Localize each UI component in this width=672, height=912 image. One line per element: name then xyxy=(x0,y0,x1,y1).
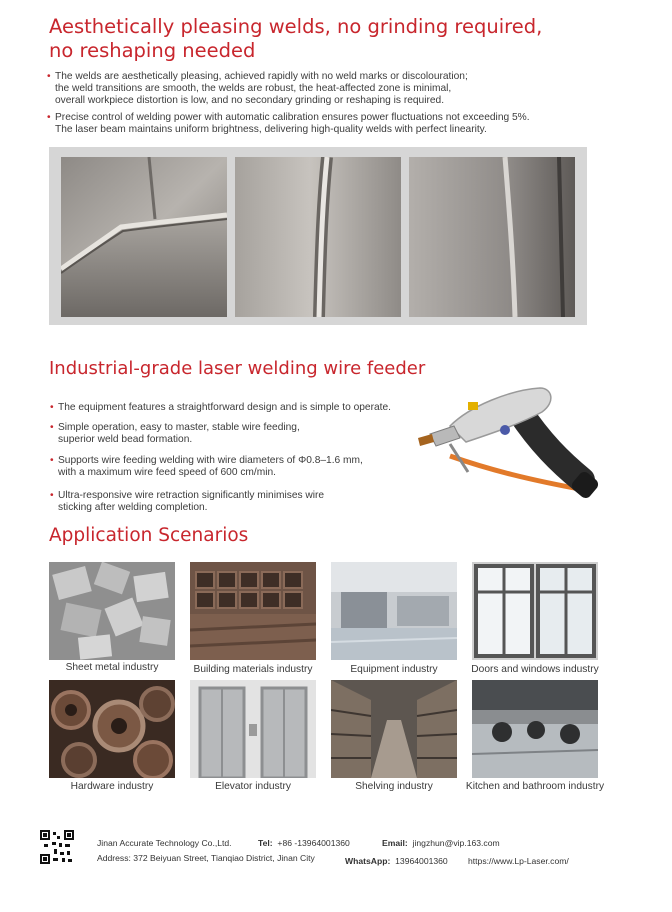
qr-code xyxy=(40,830,74,864)
welding-gun-image xyxy=(410,372,610,512)
caption-elevator: Elevator industry xyxy=(215,781,291,792)
scene-kitchen-bathroom xyxy=(472,680,598,778)
caption-kitchen-bathroom: Kitchen and bathroom industry xyxy=(465,781,605,792)
caption-sheet-metal: Sheet metal industry xyxy=(65,662,159,673)
feeder-bullet-1: • The equipment features a straightforward design and is simple to operate. xyxy=(50,402,391,413)
feeder-bullet-3: • Supports wire feeding welding with wire diameters of Φ0.8–1.6 mm, with a maximum wire feed speed of 600 cm/min. xyxy=(50,455,363,478)
scene-shelving xyxy=(331,680,457,778)
section-title-applications: Application Scenarios xyxy=(49,525,249,546)
section-title-wire-feeder: Industrial-grade laser welding wire feeder xyxy=(49,358,426,379)
weld-bullet-2: • Precise control of welding power with automatic calibration ensures power fluctuations not exceeding 5%. The laser beam maintains uniform brightness, delivering high-quality welds with perfect linearity. xyxy=(47,112,530,135)
scene-doors-windows xyxy=(472,562,598,660)
caption-shelving: Shelving industry xyxy=(355,781,433,792)
scene-sheet-metal xyxy=(49,562,175,660)
footer-whatsapp: WhatsApp: 13964001360 xyxy=(345,856,448,866)
caption-building-materials: Building materials industry xyxy=(193,664,313,675)
caption-doors-windows: Doors and windows industry xyxy=(471,664,599,675)
section-title-welds: Aesthetically pleasing welds, no grinding required, no reshaping needed xyxy=(49,15,543,62)
scene-equipment xyxy=(331,562,457,660)
footer-tel: Tel: +86 -13964001360 xyxy=(258,838,350,848)
weld-photo-panel xyxy=(49,147,587,325)
weld-photo-seam xyxy=(235,157,401,317)
weld-photo-sheet xyxy=(409,157,575,317)
scene-elevator xyxy=(190,680,316,778)
weld-bullet-1: • The welds are aesthetically pleasing, achieved rapidly with no weld marks or discolouration; the weld transitions are smooth, the welds are robust, the heat-affected zone is minimal, overall workpiece distortion is low, and no secondary grinding or reshaping is required. xyxy=(47,71,468,106)
feeder-bullet-2: • Simple operation, easy to master, stable wire feeding, superior weld bead formation. xyxy=(50,422,300,445)
caption-equipment: Equipment industry xyxy=(350,664,438,675)
caption-hardware: Hardware industry xyxy=(70,781,154,792)
footer-company: Jinan Accurate Technology Co.,Ltd. xyxy=(97,838,232,848)
weld-photo-corner xyxy=(61,157,227,317)
scene-hardware xyxy=(49,680,175,778)
feeder-bullet-4: • Ultra-responsive wire retraction significantly minimises wire sticking after welding completion. xyxy=(50,490,325,513)
footer-website-link[interactable]: https://www.Lp-Laser.com/ xyxy=(468,856,569,866)
footer-email: Email: jingzhun@vip.163.com xyxy=(382,838,500,848)
scene-building-materials xyxy=(190,562,316,660)
footer-address: Address: 372 Beiyuan Street, Tianqiao District, Jinan City xyxy=(97,853,315,863)
